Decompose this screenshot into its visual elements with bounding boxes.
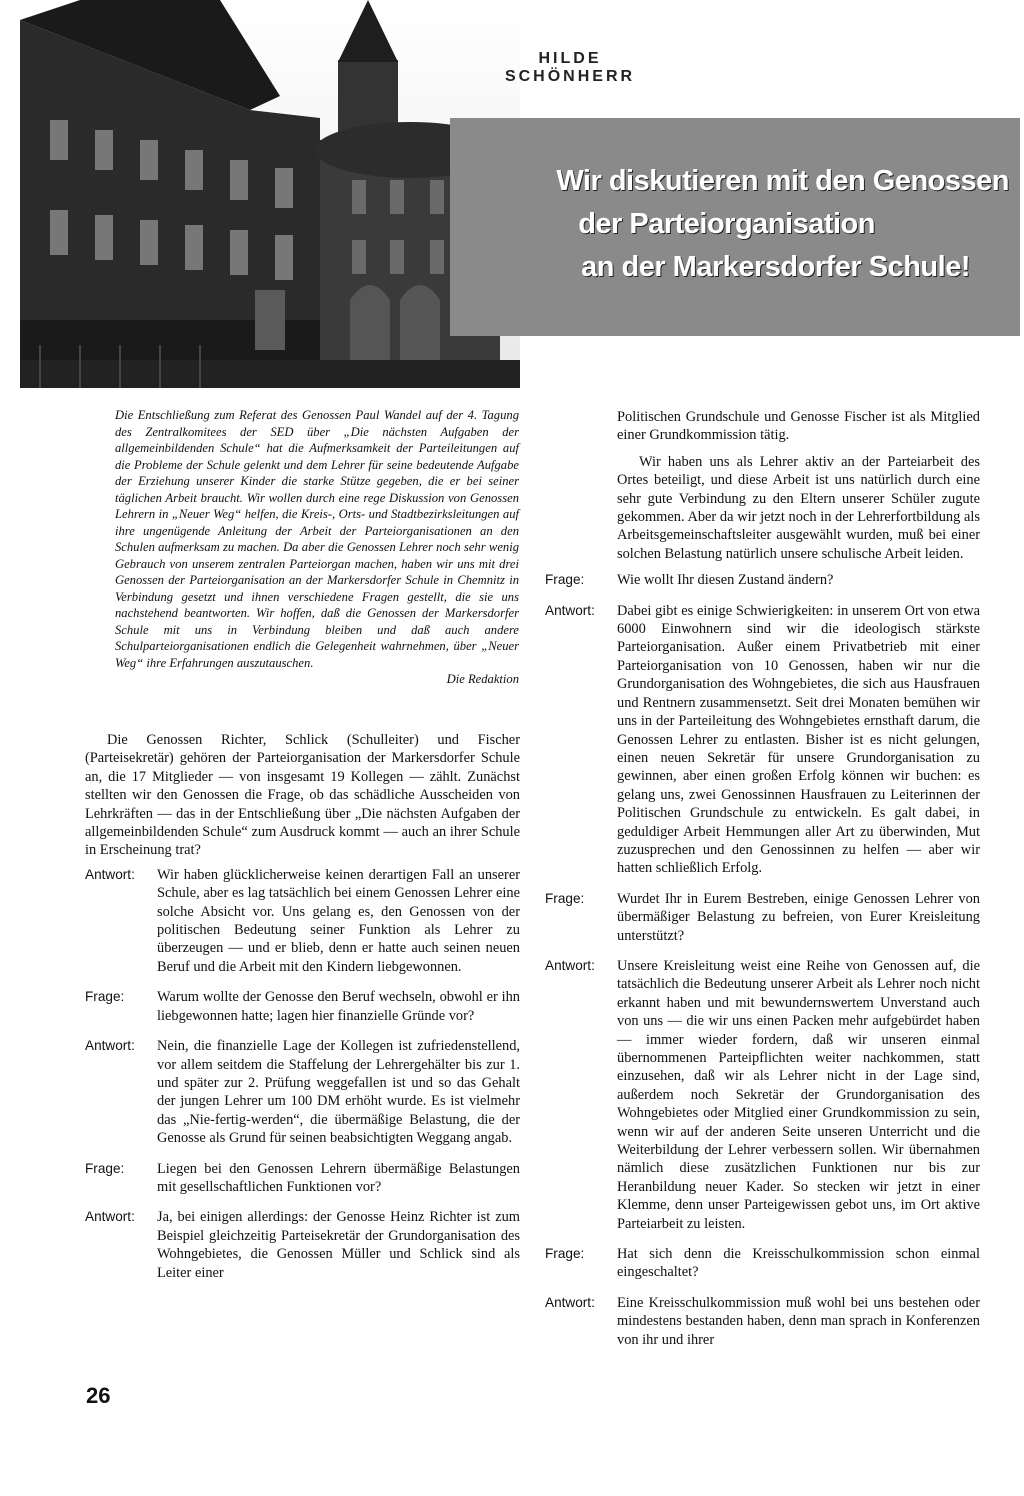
question-label: Frage: xyxy=(85,989,125,1005)
page-number: 26 xyxy=(86,1383,111,1408)
question-text: Hat sich denn die Kreisschulkommission schon einmal eingeschaltet? xyxy=(617,1246,980,1281)
answer-text: Nein, die finanzielle Lage der Kollegen ist zufriedenstellend, vor allem seitdem die Staffelung der Lehrergehälter bis zur 1. und später zur 2. Prüfung weggefallen ist und so das Gehalt der jungen Lehrer um 100 DM erhöht wurde. Es ist vielmehr das „Nie-fertig-werden“, die übermäßige Belastung, die der Genosse als Grund für seinen beabsichtigten Weggang angab. xyxy=(157,1038,520,1147)
question-text: Wie wollt Ihr diesen Zustand ändern? xyxy=(617,572,834,589)
answer-text: Unsere Kreisleitung weist eine Reihe von Genossen auf, die tatsächlich die Bedeutung unserer Arbeit als Lehrer noch nicht erkannt haben und mit bewundernswertem Unverstand auch von uns — die wir uns einen Packen mehr aufgebürdet haben — immer wieder fordern, daß wir unseren einmal übernommenen Parteipflichten weiter nachkommen, statt einzusehen, daß wir als Lehrer nicht in der Lage sind, außerdem noch Sekretär der Grundorganisation des Wohngebietes oder Mitglied einer Grundkommission zu sein, wenn wir auf der anderen Seite unseren Unterricht und die Weiterbildung der Lehrer verbessern sollen. Wir übernahmen nämlich diese zusätzlichen Funktionen nur bis zur Heranbildung neuer Kader. So stecken wir jetzt in einer Klemme, denn unser Parteigewissen gebot uns, im Ort aktive Parteiarbeit zu leisten. xyxy=(617,957,980,1232)
question-label: Frage: xyxy=(85,1160,125,1176)
question-block xyxy=(545,1245,980,1282)
left-column xyxy=(85,731,520,1294)
answer-label: Antwort: xyxy=(545,957,595,973)
question-label: Frage: xyxy=(545,572,585,588)
question-block xyxy=(545,571,980,589)
question-text: Warum wollte der Genosse den Beruf wechseln, obwohl er ihn liebgewonnen hatte; lagen hier finanzielle Gründe vor? xyxy=(157,989,520,1024)
continued-answer-paragraph: Wir haben uns als Lehrer aktiv an der Parteiarbeit des Ortes beteiligt, und diese Arbeit ist uns natürlich durch eine sehr gute Verbindung zu den Eltern unserer Schüler zugute gekommen. Aber da wir jetzt noch in der Lehrerfortbildung als Arbeitsgemeinschaftsleiter ausgewählt wurden, muß bei einer solchen Belastung natürlich unsere schulische Arbeit leiden. xyxy=(617,453,980,562)
headline-line-3: an der Markersdorfer Schule! xyxy=(581,251,970,283)
question-label: Frage: xyxy=(545,890,585,906)
answer-block xyxy=(545,1294,980,1349)
continued-answer: Politischen Grundschule und Genosse Fischer ist als Mitglied einer Grundkommission tätig. xyxy=(617,409,980,444)
answer-block xyxy=(85,1037,520,1147)
answer-label: Antwort: xyxy=(85,866,135,882)
answer-text: Ja, bei einigen allerdings: der Genosse Heinz Richter ist zum Beispiel gleichzeitig Parteisekretär der Grundorganisation des Wohngebietes, die Genossen Müller und Schlick sind als Leiter einer xyxy=(157,1209,520,1281)
author-name: HILDE SCHÖNHERR xyxy=(504,50,636,85)
question-label: Frage: xyxy=(545,1246,585,1262)
answer-label: Antwort: xyxy=(545,602,595,618)
question-text: Liegen bei den Genossen Lehrern übermäßige Belastungen mit gesellschaftlichen Funktionen vor? xyxy=(157,1160,520,1195)
headline-line-2: der Parteiorganisation xyxy=(578,208,875,240)
question-text: Wurdet Ihr in Eurem Bestreben, einige Genossen Lehrer von übermäßiger Belastung zu befreien, von Eurer Kreisleitung unterstützt? xyxy=(617,890,980,944)
intro-text: Die Entschließung zum Referat des Genossen Paul Wandel auf der 4. Tagung des Zentralkomitees der SED über „Die nächsten Aufgaben der allgemeinbildenden Schule“ hat die Aufmerksamkeit der Parteileitungen auf die Probleme der Schule gelenkt und dem Lehrer für seine bedeutende Aufgabe der Erziehung unserer Kinder die starke Stütze gegeben, die er bei seiner täglichen Arbeit braucht. Wir wollen durch eine rege Diskussion von Genossen Lehrern in „Neuer Weg“ helfen, die Kreis-, Orts- und Stadtbezirksleitungen auf ihre ungenügende Anleitung der Arbeit der Parteiorganisationen an den Schulen aufmerksam zu machen. Da aber die Genossen Lehrer noch sehr wenig Gebrauch von unserem zentralen Parteiorgan machen, haben wir uns mit drei Genossen der Parteiorganisation an der Markersdorfer Schule in Chemnitz in Verbindung gesetzt und ihnen verschiedene Fragen gestellt, die sie uns nachstehend beantworten. Wir hoffen, daß die Genossen der Markersdorfer Schule mit uns in Verbindung bleiben und daß auch andere Schulparteiorganisationen endlich die Gelegenheit wahrnehmen, über „Neuer Weg“ ihre Erfahrungen auszutauschen. xyxy=(115,408,519,670)
school-building-photo xyxy=(20,0,520,388)
answer-block xyxy=(85,1208,520,1282)
answer-text: Eine Kreisschulkommission muß wohl bei uns bestehen oder mindestens bestanden haben, denn man sprach in Konferenzen von ihr und ihrer xyxy=(617,1294,980,1348)
opening-paragraph: Die Genossen Richter, Schlick (Schulleiter) und Fischer (Parteisekretär) gehören der Parteiorganisation der Markersdorfer Schule an, die 17 Mitglieder — von insgesamt 19 Kollegen — zählt. Zunächst stellten wir den Genossen die Frage, ob das schädliche Ausscheiden von Lehrkräften — das in der Entschließung über „Die nächsten Aufgaben der allgemeinbildenden Schule“ zum Ausdruck kommt — auch an ihrer Schule in Erscheinung trat? xyxy=(85,732,520,859)
question-block xyxy=(545,890,980,945)
answer-text: Dabei gibt es einige Schwierigkeiten: in unserem Ort von etwa 6000 Einwohnern sind wir die ideologisch stärkste Parteiorganisation. Außer einem Privatbetrieb mit einer Parteiorganisation von 10 Genossen, haben wir nur die Grundorganisation des Wohngebietes, die sich aus Hausfrauen und Rentnern zusammensetzt. Seit drei Monaten bemühen wir uns in der Parteileitung des Wohngebietes ernsthaft darum, die Genossen Lehrer zu entlasten. Bisher ist es nicht gelungen, einen neuen Sekretär für unsere Grundorganisation zu gewinnen, aber einen großen Erfolg können wir buchen: es gelang uns, zwei Genossinnen Hausfrauen zu Leiterinnen der Politischen Grundschule zu entwickeln. Es galt dabei, in geduldiger Arbeit Hemmungen aller Art zu überwinden, Mut zuzusprechen und den Genossinnen zu helfen — aber wir hatten schließlich Erfolg. xyxy=(617,602,980,877)
answer-block xyxy=(85,866,520,976)
editorial-intro xyxy=(115,407,519,688)
banner-texture-text xyxy=(540,124,1000,141)
headline-line-1: Wir diskutieren mit den Genossen xyxy=(556,165,1009,197)
school-building-image xyxy=(20,0,520,388)
answer-block xyxy=(545,602,980,878)
question-block xyxy=(85,1160,520,1197)
right-column xyxy=(545,408,980,1361)
answer-label: Antwort: xyxy=(85,1209,135,1225)
intro-signature: Die Redaktion xyxy=(446,672,519,686)
headline xyxy=(480,160,1015,289)
answer-label: Antwort: xyxy=(545,1294,595,1310)
question-block xyxy=(85,988,520,1025)
answer-block xyxy=(545,957,980,1233)
answer-label: Antwort: xyxy=(85,1038,135,1054)
answer-text: Wir haben glücklicherweise keinen derartigen Fall an unserer Schule, aber es lag tatsächlich bei einem Genossen Lehrer eine solche Absicht vor. Uns gelang es, den Genossen von der politischen Bedeutung seiner Funktion als Lehrer zu überzeugen — und er blieb, denn er hatte auch seinen neuen Beruf und die Arbeit mit den Kindern liebgewonnen. xyxy=(157,866,520,975)
